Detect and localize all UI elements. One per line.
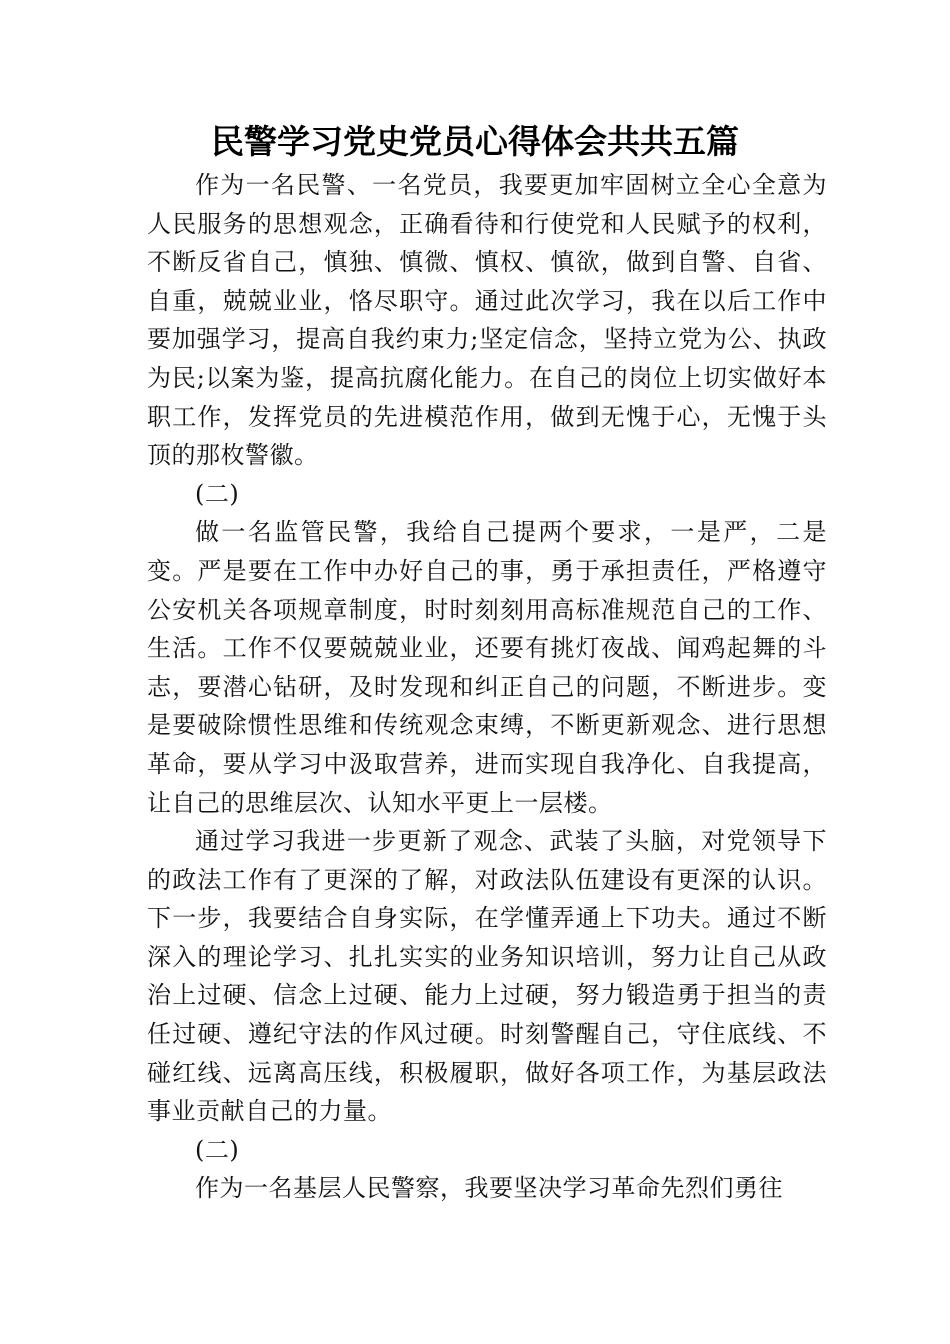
paragraph-1: 作为一名民警、一名党员，我要更加牢固树立全心全意为人民服务的思想观念，正确看待和行使党和人民赋予的权利，不断反省自己，慎独、慎微、慎权、慎欲，做到自警、自省、自重，兢兢业业，恪尽职守。通过此次学习，我在以后工作中要加强学习，提高自我约束力;坚定信念，坚持立党为公、执政为民;以案为鉴，提高抗腐化能力。在自己的岗位上切实做好本职工作，发挥党员的先进模范作用，做到无愧于心，无愧于头顶的那枚警徽。	[147, 171, 827, 470]
document-body	[147, 166, 827, 1208]
paragraph-4: 作为一名基层人民警察，我要坚决学习革命先烈们勇往	[195, 1174, 783, 1203]
paragraph-2: 做一名监管民警，我给自己提两个要求，一是严，二是变。严是要在工作中办好自己的事，勇于承担责任，严格遵守公安机关各项规章制度，时时刻刻用高标准规范自己的工作、生活。工作不仅要兢兢业业，还要有挑灯夜战、闻鸡起舞的斗志，要潜心钻研，及时发现和纠正自己的问题，不断进步。变是要破除惯性思维和传统观念束缚，不断更新观念、进行思想革命，要从学习中汲取营养，进而实现自我净化、自我提高，让自己的思维层次、认知水平更上一层楼。	[147, 518, 827, 817]
document-title: 民警学习党史党员心得体会共共五篇	[211, 122, 739, 161]
paragraph-3: 通过学习我进一步更新了观念、武装了头脑，对党领导下的政法工作有了更深的了解，对政法队伍建设有更深的认识。下一步，我要结合自身实际，在学懂弄通上下功夫。通过不断深入的理论学习、扎扎实实的业务知识培训，努力让自己从政治上过硬、信念上过硬、能力上过硬，努力锻造勇于担当的责任过硬、遵纪守法的作风过硬。时刻警醒自己，守住底线、不碰红线、远离高压线，积极履职，做好各项工作，为基层政法事业贡献自己的力量。	[147, 827, 827, 1126]
section-marker-2: (二)	[195, 1135, 240, 1164]
section-marker-1: (二)	[195, 479, 240, 508]
